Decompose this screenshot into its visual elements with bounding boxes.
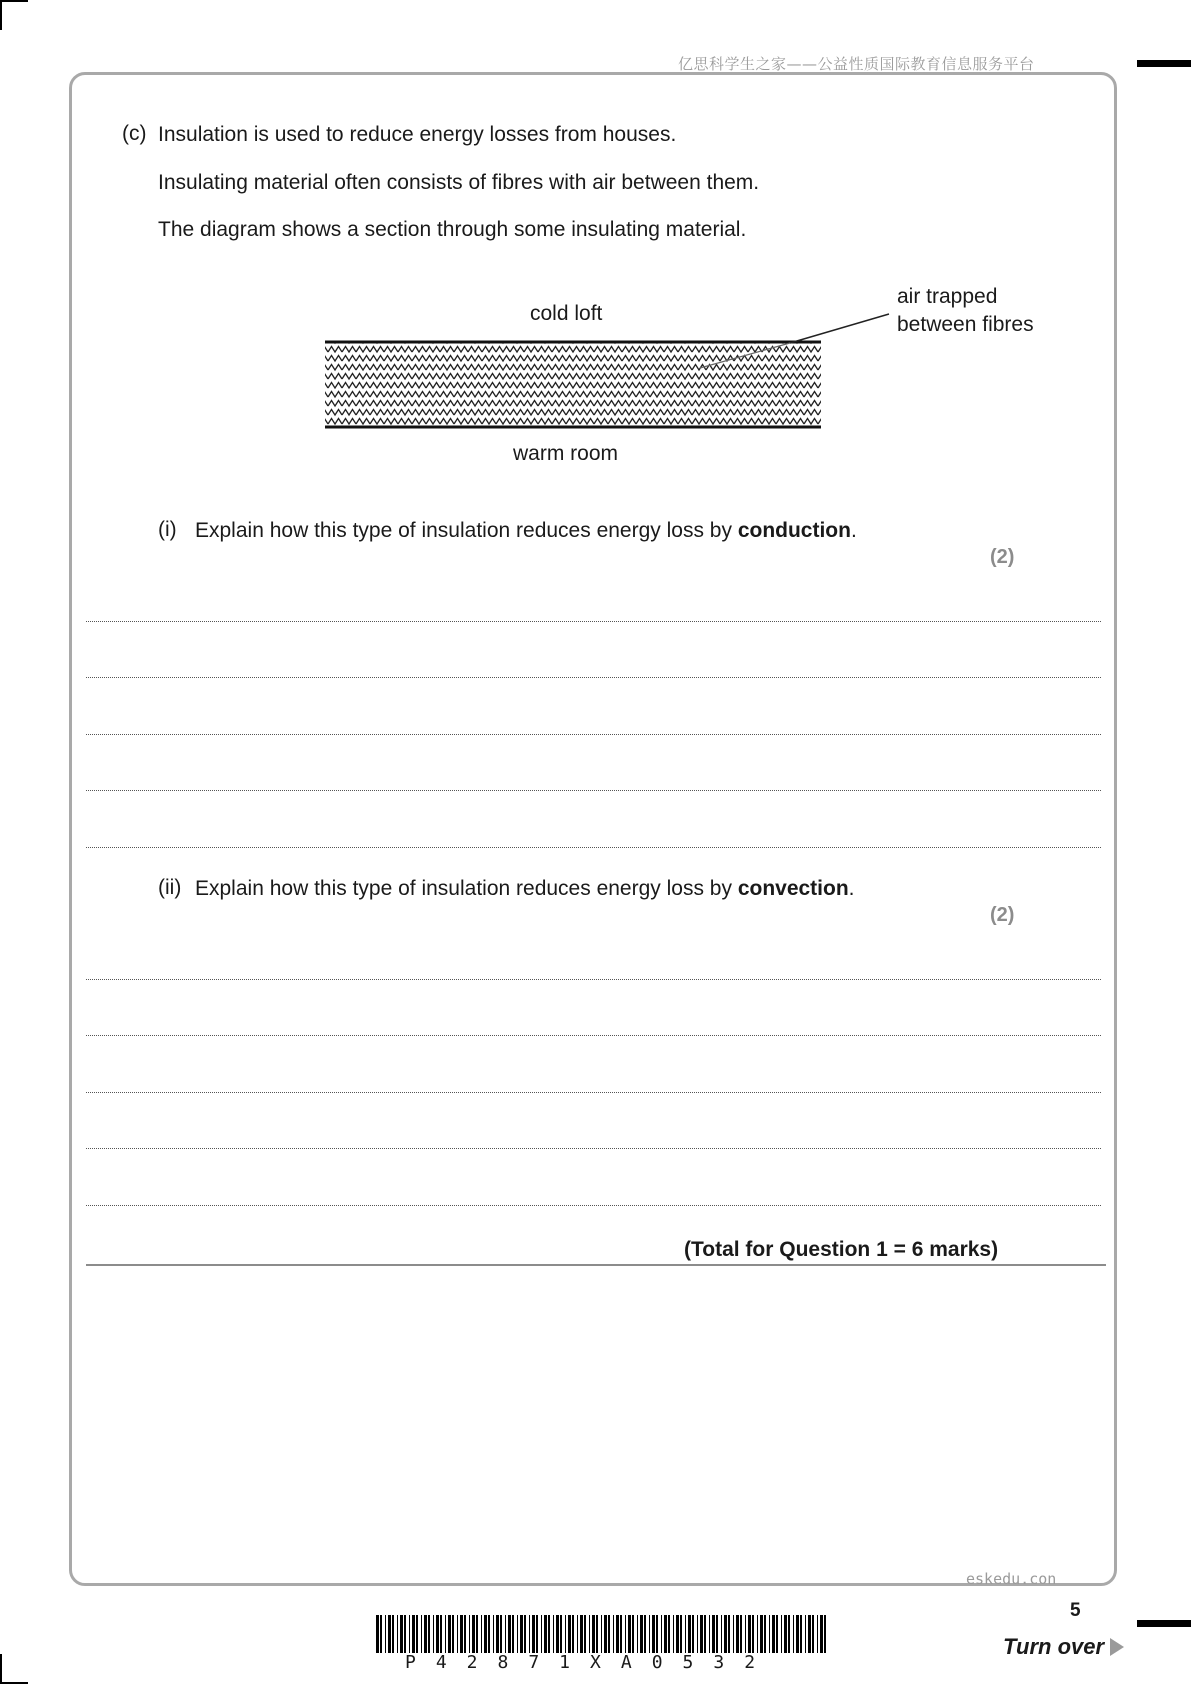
barcode-bar [440,1615,442,1653]
footer-site: eskedu.con [966,1570,1057,1588]
barcode-bar [392,1615,394,1653]
barcode-bar [536,1615,538,1653]
barcode-bar [397,1615,398,1653]
answer-line[interactable] [86,790,1101,791]
barcode-bar [740,1615,742,1653]
barcode-bar [464,1615,466,1653]
barcode-bar [632,1615,634,1653]
barcode-bar [452,1615,454,1653]
barcode-bar [376,1615,379,1653]
barcode-bar [577,1615,578,1653]
barcode-bar [565,1615,566,1653]
barcode-bar [616,1615,619,1653]
page-number: 5 [1070,1600,1081,1621]
barcode-bar [589,1615,590,1653]
answer-line[interactable] [86,677,1101,678]
barcode-bar [380,1615,382,1653]
barcode-bar [541,1615,542,1653]
diagram-label-cold-loft: cold loft [530,302,603,325]
barcode-bar [469,1615,470,1653]
barcode-bar [673,1615,674,1653]
barcode-bar [824,1615,826,1653]
barcode-bar [544,1615,547,1653]
barcode-bar [505,1615,506,1653]
barcode-bar [637,1615,638,1653]
barcode-bar [445,1615,446,1653]
barcode-bar [625,1615,626,1653]
barcode-bar [412,1615,415,1653]
crop-mark-top-left-h [0,0,28,2]
barcode-bar [424,1615,427,1653]
barcode-bar [752,1615,754,1653]
question-c-line1: Insulation is used to reduce energy losses from houses. [158,123,677,146]
turn-over-arrow-icon [1110,1638,1124,1656]
barcode-bar [668,1615,670,1653]
barcode-bar [436,1615,439,1653]
crop-mark-bottom-left-v [0,1654,2,1684]
answer-line[interactable] [86,621,1101,622]
barcode-bar [613,1615,614,1653]
barcode-bar [421,1615,422,1653]
barcode-bar [433,1615,434,1653]
barcode-bar [532,1615,535,1653]
barcode-bar [584,1615,586,1653]
barcode-bar [628,1615,631,1653]
barcode-bar [805,1615,806,1653]
barcode-bar [409,1615,410,1653]
barcode-bar [709,1615,710,1653]
header-watermark: 亿思科学生之家——公益性质国际教育信息服务平台 [678,55,1035,73]
barcode-text: P42871XA0532 [405,1652,776,1673]
part-ii-suffix: . [848,877,855,900]
answer-line[interactable] [86,979,1101,980]
barcode-bar [733,1615,734,1653]
barcode-bar [820,1615,823,1653]
crop-mark-top-left-v [0,0,2,30]
answer-line[interactable] [86,1148,1101,1149]
barcode-bar [817,1615,818,1653]
barcode-bar [388,1615,391,1653]
barcode-bar [580,1615,583,1653]
barcode-bar [781,1615,782,1653]
barcode-bar [448,1615,451,1653]
barcode-bar [661,1615,662,1653]
barcode-bar [460,1615,463,1653]
part-ii-question [195,876,855,902]
barcode-bar [457,1615,458,1653]
barcode-bar [416,1615,418,1653]
callout-leader-line [790,314,889,343]
barcode-bar [493,1615,494,1653]
barcode-bar [704,1615,706,1653]
barcode-bar [524,1615,526,1653]
diagram-label-warm-room: warm room [513,442,619,465]
barcode-bar [676,1615,679,1653]
answer-line[interactable] [86,734,1101,735]
barcode-bar [560,1615,562,1653]
barcode-bar [481,1615,482,1653]
question-c-line3: The diagram shows a section through some insulating material. [158,218,747,241]
barcode-bar [488,1615,490,1653]
barcode-bar [428,1615,430,1653]
barcode-bar [728,1615,730,1653]
barcode-bar [712,1615,715,1653]
barcode-bar [601,1615,602,1653]
barcode-bar [736,1615,739,1653]
part-i-suffix: . [850,519,857,542]
barcode-bar [476,1615,478,1653]
barcode-bar [620,1615,622,1653]
barcode-bar [788,1615,790,1653]
barcode-bar [772,1615,775,1653]
part-ii-text: Explain how this type of insulation reduces energy loss by [195,877,738,900]
part-i-question [195,518,857,544]
barcode-bar [596,1615,598,1653]
part-ii-marks: (2) [990,904,1015,926]
barcode-bar [680,1615,682,1653]
barcode-bar [649,1615,650,1653]
barcode-bar [745,1615,746,1653]
barcode-bar [484,1615,487,1653]
barcode-bar [385,1615,386,1653]
answer-line[interactable] [86,1205,1101,1206]
question-c-line2: Insulating material often consists of fibres with air between them. [158,171,760,194]
barcode-bar [592,1615,595,1653]
barcode-bar [664,1615,667,1653]
barcode-bar [608,1615,610,1653]
barcode-bar [604,1615,607,1653]
barcode-bar [812,1615,814,1653]
diagram-callout-line1: air trapped [897,285,998,308]
barcode-bar [508,1615,511,1653]
answer-line[interactable] [86,847,1101,848]
part-ii-keyword: convection [737,877,849,900]
barcode-bar [685,1615,686,1653]
barcode-bar [692,1615,694,1653]
diagram-callout-line2: between fibres [897,313,1034,336]
barcode-bar [548,1615,550,1653]
barcode-bar [512,1615,514,1653]
total-marks: (Total for Question 1 = 6 marks) [684,1238,999,1261]
barcode-bar [553,1615,554,1653]
total-rule [86,1264,1106,1266]
barcode-bar [404,1615,406,1653]
barcode-bar [764,1615,766,1653]
question-c-label: (c) [122,122,147,145]
barcode-bar [529,1615,530,1653]
barcode-bar [496,1615,499,1653]
barcode-bar [500,1615,502,1653]
barcode-bar [697,1615,698,1653]
barcode-bar [808,1615,811,1653]
barcode-bar [656,1615,658,1653]
part-i-keyword: conduction [737,519,851,542]
barcode-bar [572,1615,574,1653]
barcode-bar [721,1615,722,1653]
part-i-marks: (2) [990,546,1015,568]
barcode-bar [757,1615,758,1653]
barcode-bar [517,1615,518,1653]
crop-mark-top-right [1137,60,1191,67]
barcode-bar [776,1615,778,1653]
barcode-bar [748,1615,751,1653]
part-i-label: (i) [158,518,177,541]
barcode-bar [652,1615,655,1653]
part-i-text: Explain how this type of insulation reduces energy loss by [195,519,738,542]
barcode-bar [640,1615,643,1653]
barcode-bar [688,1615,691,1653]
barcode-bar [724,1615,727,1653]
barcode-bar [520,1615,523,1653]
part-ii-label: (ii) [158,876,182,899]
answer-line[interactable] [86,1092,1101,1093]
barcode-bar [700,1615,703,1653]
barcode-bar [784,1615,787,1653]
barcode-bar [472,1615,475,1653]
turn-over-label: Turn over [1003,1634,1105,1659]
barcode-bar [793,1615,794,1653]
barcode-bar [400,1615,403,1653]
answer-line[interactable] [86,1035,1101,1036]
insulation-diagram [300,300,900,440]
barcode-bar [796,1615,799,1653]
barcode-bar [800,1615,802,1653]
barcode-bar [769,1615,770,1653]
barcode-bar [760,1615,763,1653]
barcode-bar [716,1615,718,1653]
barcode-bar [568,1615,571,1653]
barcode [376,1615,828,1653]
barcode-bar [556,1615,559,1653]
barcode-bar [644,1615,646,1653]
crop-mark-bottom-right [1137,1620,1191,1627]
